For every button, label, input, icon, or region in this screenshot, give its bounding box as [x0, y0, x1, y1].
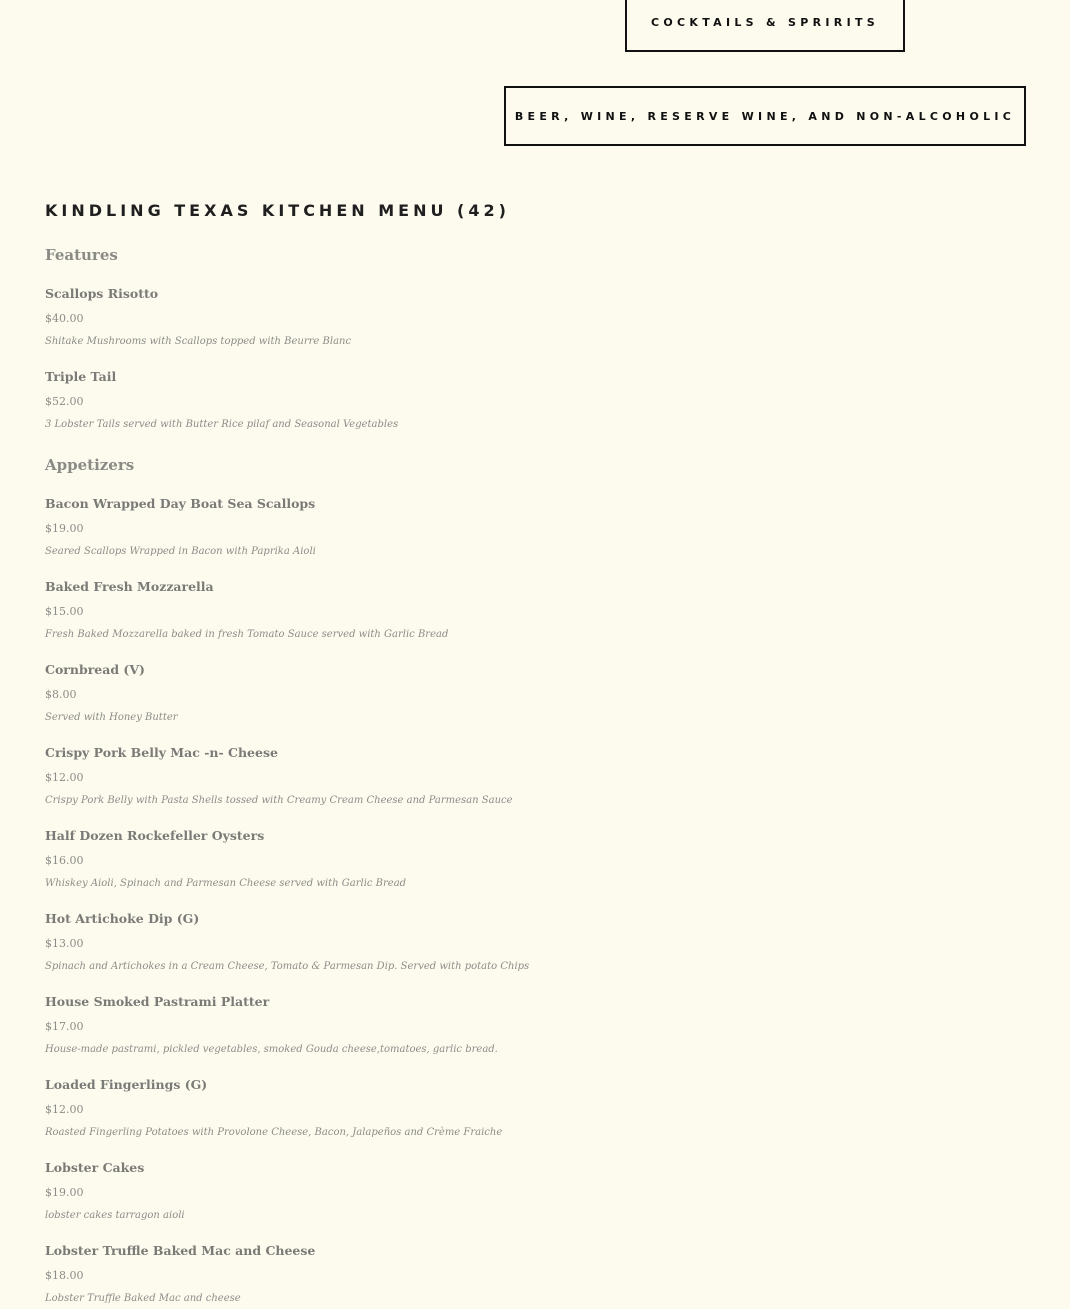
item-price: $19.00 [45, 1186, 84, 1199]
item-name: Loaded Fingerlings (G) [45, 1077, 208, 1092]
item-price: $12.00 [45, 771, 84, 784]
item-description: Whiskey Aioli, Spinach and Parmesan Cheese served with Garlic Bread [45, 878, 407, 889]
item-description: Seared Scallops Wrapped in Bacon with Paprika Aioli [45, 546, 316, 557]
item-name: Lobster Truffle Baked Mac and Cheese [45, 1243, 316, 1258]
item-description: Crispy Pork Belly with Pasta Shells tossed with Creamy Cream Cheese and Parmesan Sauce [45, 795, 513, 806]
item-price: $15.00 [45, 605, 84, 618]
item-price: $52.00 [45, 395, 84, 408]
item-description: Shitake Mushrooms with Scallops topped with Beurre Blanc [45, 336, 352, 347]
item-name: Half Dozen Rockefeller Oysters [45, 828, 265, 843]
section-heading-features: Features [45, 246, 118, 264]
cocktails-spirits-button[interactable]: COCKTAILS & SPRIRITS [625, 0, 905, 52]
item-name: Hot Artichoke Dip (G) [45, 911, 200, 926]
item-price: $12.00 [45, 1103, 84, 1116]
item-name: Lobster Cakes [45, 1160, 145, 1175]
beer-wine-nonalcoholic-button[interactable]: BEER, WINE, RESERVE WINE, AND NON-ALCOHOLIC [504, 86, 1026, 146]
item-price: $13.00 [45, 937, 84, 950]
item-name: Triple Tail [45, 369, 117, 384]
item-price: $16.00 [45, 854, 84, 867]
item-description: 3 Lobster Tails served with Butter Rice pilaf and Seasonal Vegetables [45, 419, 399, 430]
item-description: Fresh Baked Mozzarella baked in fresh Tomato Sauce served with Garlic Bread [45, 629, 449, 640]
section-heading-appetizers: Appetizers [45, 456, 135, 474]
item-price: $17.00 [45, 1020, 84, 1033]
item-name: Bacon Wrapped Day Boat Sea Scallops [45, 496, 316, 511]
item-description: Lobster Truffle Baked Mac and cheese [45, 1293, 241, 1304]
item-description: Spinach and Artichokes in a Cream Cheese, Tomato & Parmesan Dip. Served with potato Chips [45, 961, 530, 972]
item-price: $8.00 [45, 688, 77, 701]
item-name: Cornbread (V) [45, 662, 145, 677]
item-name: Scallops Risotto [45, 286, 159, 301]
item-name: Baked Fresh Mozzarella [45, 579, 214, 594]
item-price: $40.00 [45, 312, 84, 325]
item-description: lobster cakes tarragon aioli [45, 1210, 185, 1221]
item-description: House-made pastrami, pickled vegetables, smoked Gouda cheese,tomatoes, garlic bread. [45, 1044, 498, 1055]
item-name: House Smoked Pastrami Platter [45, 994, 270, 1009]
item-description: Roasted Fingerling Potatoes with Provolone Cheese, Bacon, Jalapeños and Crème Fraiche [45, 1127, 503, 1138]
item-name: Crispy Pork Belly Mac -n- Cheese [45, 745, 278, 760]
item-description: Served with Honey Butter [45, 712, 178, 723]
page-title: KINDLING TEXAS KITCHEN MENU (42) [45, 201, 510, 220]
item-price: $18.00 [45, 1269, 84, 1282]
item-price: $19.00 [45, 522, 84, 535]
